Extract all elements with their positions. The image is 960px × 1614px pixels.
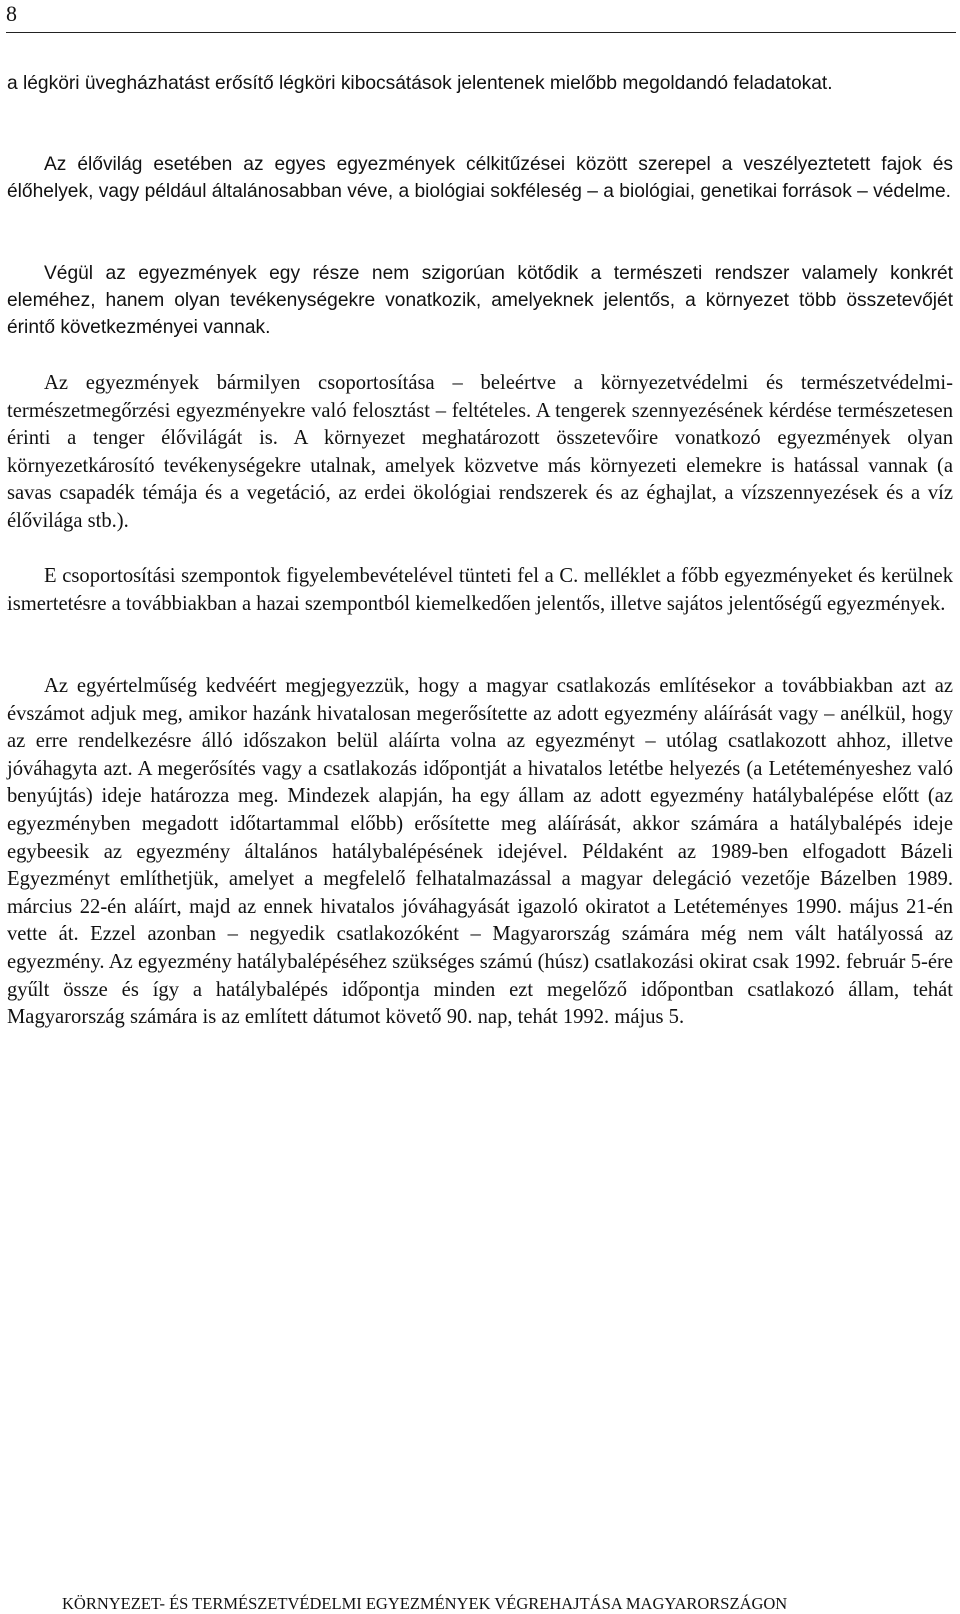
paragraph-csoportositas: Az egyezmények bármilyen csoportosítása – beleértve a környezetvédelmi és természetvédelmi-természetmegőrzési egyezményekre való felosztást – feltételes. A tengerek szennyezésének kérdése természetesen érinti a tenger élővilágát is. A környezet meghatározott összetevőire vonatkozó egyezmények olyan környezetkárosító tevékenységekre utalnak, amelyek közvetve más környezeti elemekre is hatással vannak (a savas csapadék témája és a vegetáció, az erdei ökológiai rendszerek és az éghajlat, a vízszennyezések és a víz élővilága stb.). <box>7 372 953 532</box>
paragraph-elovilag: Az élővilág esetében az egyes egyezmények célkitűzései között szerepel a veszélyeztetett fajok és élőhelyek, vagy például általánosabban véve, a biológiai sokféleség – a biológiai, genetikai források – védelme. <box>7 154 953 202</box>
paragraph-e-csoportositasi: E csoportosítási szempontok figyelembevételével tünteti fel a C. melléklet a főbb egyezményeket és kerülnek ismertetésre a továbbiakban a hazai szempontból kiemelkedően jelentős, illetve sajátos jelentőségű egyezmények. <box>7 565 953 615</box>
page-number: 8 <box>6 1 17 26</box>
paragraph-continuation: a légköri üvegházhatást erősítő légköri kibocsátások jelentenek mielőbb megoldandó feladatokat. <box>7 73 833 94</box>
header-rule <box>6 32 956 33</box>
paragraph-vegul: Végül az egyezmények egy része nem szigorúan kötődik a természeti rendszer valamely konkrét eleméhez, hanem olyan tevékenységekre vonatkozik, amelyeknek jelentős, a környezet több összetevőjét érintő következményei vannak. <box>7 263 953 338</box>
footer-title: KÖRNYEZET- ÉS TERMÉSZETVÉDELMI EGYEZMÉNYEK VÉGREHAJTÁSA MAGYARORSZÁGON <box>62 1594 788 1613</box>
paragraph-egyertelmuseg: Az egyértelműség kedvéért megjegyezzük, hogy a magyar csatlakozás említésekor a továbbiakban azt az évszámot adjuk meg, amikor hazánk hivatalosan megerősítette az adott egyezmény aláírását vagy – anélkül, hogy az erre rendelkezésre álló időszakon belül aláírta volna az egyezményt – utólag csatlakozott ahhoz, illetve jóváhagyta azt. A megerősítés vagy a csatlakozás időpontját a hivatalos letétbe helyezés (a Letéteményeshez való benyújtás) ideje határozza meg. Mindezek alapján, ha egy állam az adott egyezmény hatálybalépése előtt (az egyezményben megadott időtartammal előbb) erősítette meg aláírását, akkor számára a hatálybalépés ideje egybeesik az egyezmény általános hatálybalépésének idejével. Példaként az 1989-ben elfogadott Bázeli Egyezményt említhetjük, amelyet a megfelelő felhatalmazással a magyar delegáció vezetője Bázelben 1989. március 22-én aláírt, majd az ennek hivatalos jóváhagyását igazoló okiratot a Letéteményes 1990. május 21-én vette át. Ezzel azonban – negyedik csatlakozóként – Magyarország számára még nem vált hatályossá az egyezmény. Az egyezmény hatálybalépéséhez szükséges számú (húsz) csatlakozási okirat csak 1992. február 5-ére gyűlt össze és így a hatálybalépés időpontja minden ezt megelőző időpontban csatlakozó állam, tehát Magyarország számára is az említett dátumot követő 90. nap, tehát 1992. május 5. <box>7 675 953 1029</box>
